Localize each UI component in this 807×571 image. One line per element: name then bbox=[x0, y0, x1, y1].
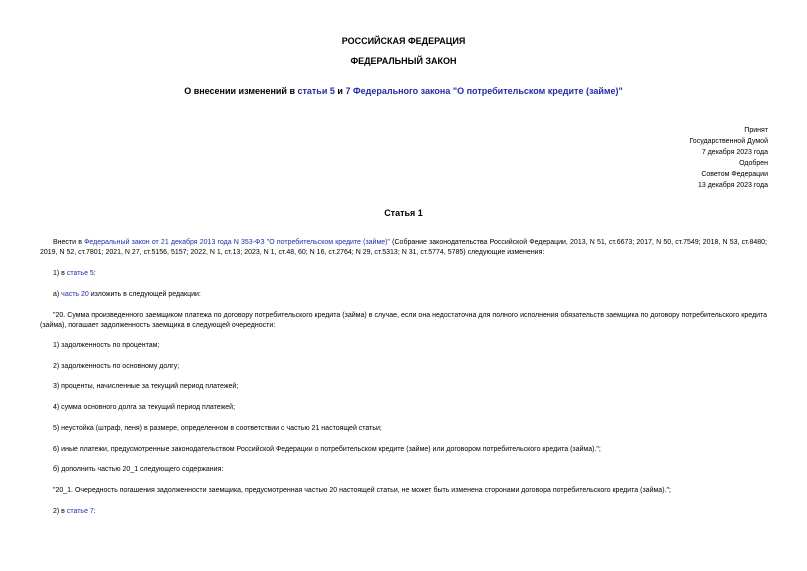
item-a bbox=[40, 290, 767, 300]
item-1-prefix: 1) в bbox=[53, 270, 67, 277]
adoption-line-5: Советом Федерации bbox=[701, 171, 768, 178]
article-7-ref-link[interactable]: статье 7 bbox=[66, 508, 94, 515]
list-item-4: 4) сумма основного долга за текущий период платежей; bbox=[53, 404, 236, 411]
article-title: Статья 1 bbox=[384, 208, 423, 218]
law-type-heading: ФЕДЕРАЛЬНЫЙ ЗАКОН bbox=[350, 56, 457, 66]
item-2-prefix: 2) в bbox=[53, 508, 67, 515]
list-item-2: 2) задолженность по основному долгу; bbox=[53, 363, 180, 370]
article-5-link[interactable]: статьи 5 bbox=[297, 86, 335, 96]
item-a-prefix: а) bbox=[53, 291, 62, 298]
paragraph-20: "20. Сумма произведенного заемщиком платежа по договору потребительского кредита (займа) в случае, если она недостаточна для полного исполнения обязательств заемщика по договору потребительского кредита (займа), погашает задолженность заемщика в следующей очередности: bbox=[40, 312, 767, 329]
intro-prefix: Внести в bbox=[53, 239, 85, 246]
adoption-line-1: Принят bbox=[744, 127, 768, 134]
federal-law-link[interactable]: Федеральный закон от 21 декабря 2013 года N 353-ФЗ "О потребительском кредите (займе)" bbox=[84, 239, 390, 246]
part-20-link[interactable]: часть 20 bbox=[61, 291, 89, 298]
article-5-ref-link[interactable]: статье 5 bbox=[66, 270, 94, 277]
list-item-5: 5) неустойка (штраф, пеня) в размере, определенном в соответствии с частью 21 настоящей статьи; bbox=[53, 425, 382, 432]
adoption-block bbox=[689, 125, 768, 191]
law-title-prefix: О внесении изменений в bbox=[184, 86, 298, 96]
adoption-line-4: Одобрен bbox=[739, 160, 768, 167]
adoption-line-6: 13 декабря 2023 года bbox=[697, 182, 768, 189]
item-1-suffix: : bbox=[93, 270, 96, 277]
item-2-suffix: : bbox=[93, 508, 96, 515]
intro-rest: (Собрание законодательства Российской Федерации, 2013, N 51, ст.6673; 2017, N 50, ст.7549; 2018, N 53, ст.8480; 2019, N 52, ст.7801; 2021, N 27, ст.5156, 5157; 2022, N 1, ст.13; 2023, N 1, ст.48, 60; N 16, ст.2764; N 29, ст.5313; N 31, ст.5774, 5785) следующие изменения: bbox=[40, 239, 767, 256]
item-1 bbox=[40, 269, 767, 279]
paragraph-20-1: "20_1. Очередность погашения задолженности заемщика, предусмотренная частью 20 настоящей статьи, не может быть изменена сторонами договора потребительского кредита (займа)."; bbox=[53, 487, 671, 494]
adoption-line-2: Государственной Думой bbox=[689, 138, 768, 145]
intro-paragraph bbox=[40, 238, 767, 258]
country-heading: РОССИЙСКАЯ ФЕДЕРАЦИЯ bbox=[341, 36, 466, 46]
list-item-3: 3) проценты, начисленные за текущий период платежей; bbox=[53, 383, 239, 390]
item-a-suffix: изложить в следующей редакции: bbox=[88, 291, 201, 298]
item-2 bbox=[40, 507, 767, 517]
law-title bbox=[0, 86, 807, 97]
article-7-law-link[interactable]: 7 Федерального закона "О потребительском кредите (займе)" bbox=[345, 86, 623, 96]
adoption-line-3: 7 декабря 2023 года bbox=[701, 149, 768, 156]
item-b: б) дополнить частью 20_1 следующего содержания: bbox=[53, 466, 224, 473]
list-item-6: 6) иные платежи, предусмотренные законодательством Российской Федерации о потребительском кредите (займе) или договором потребительского кредита (займа)."; bbox=[53, 446, 601, 453]
list-item-1: 1) задолженность по процентам; bbox=[53, 342, 160, 349]
law-title-and: и bbox=[334, 86, 346, 96]
